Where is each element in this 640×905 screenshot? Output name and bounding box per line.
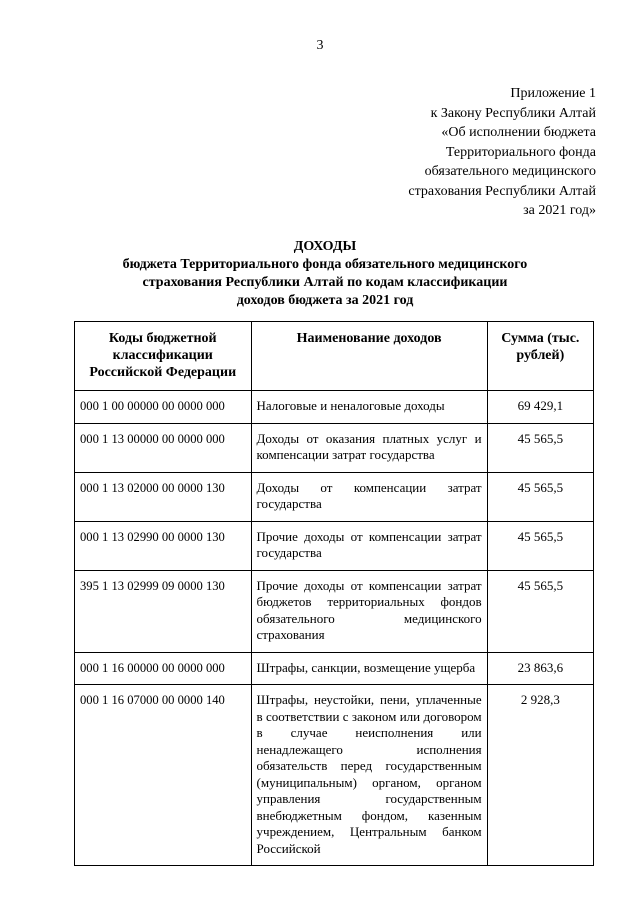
row-code: 000 1 16 00000 00 0000 000 <box>75 652 252 685</box>
row-sum: 45 565,5 <box>487 472 593 521</box>
table-header-row <box>75 322 594 391</box>
appendix-line: Территориального фонда <box>445 144 596 160</box>
appendix-line: к Закону Республики Алтай <box>430 105 596 121</box>
page-number: 3 <box>316 38 324 53</box>
table-row <box>75 391 594 424</box>
document-title <box>60 238 590 310</box>
table-row <box>75 570 594 652</box>
row-code: 000 1 13 00000 00 0000 000 <box>75 423 252 472</box>
row-code: 000 1 00 00000 00 0000 000 <box>75 391 252 424</box>
row-name: Доходы от оказания платных услуг и компенсации затрат государства <box>251 423 487 472</box>
table-row <box>75 652 594 685</box>
row-code: 000 1 13 02990 00 0000 130 <box>75 521 252 570</box>
row-code: 000 1 13 02000 00 0000 130 <box>75 472 252 521</box>
header-sum: Сумма (тыс. рублей) <box>487 322 593 391</box>
title-line: бюджета Территориального фонда обязательного медицинского <box>122 257 528 272</box>
row-name: Налоговые и неналоговые доходы <box>251 391 487 424</box>
table-row <box>75 423 594 472</box>
row-code: 395 1 13 02999 09 0000 130 <box>75 570 252 652</box>
appendix-line: за 2021 год» <box>523 203 596 218</box>
row-code: 000 1 16 07000 00 0000 140 <box>75 685 252 866</box>
title-line: доходов бюджета за 2021 год <box>236 293 414 308</box>
table-row <box>75 472 594 521</box>
header-code: Коды бюджетной классификации Российской Федерации <box>75 322 252 391</box>
row-name: Прочие доходы от компенсации затрат государства <box>251 521 487 570</box>
row-name: Штрафы, санкции, возмещение ущерба <box>251 652 487 685</box>
row-sum: 23 863,6 <box>487 652 593 685</box>
appendix-line: страхования Республики Алтай <box>408 183 596 199</box>
table-row <box>75 521 594 570</box>
appendix-line: «Об исполнении бюджета <box>441 125 596 140</box>
row-sum: 45 565,5 <box>487 423 593 472</box>
row-sum: 69 429,1 <box>487 391 593 424</box>
row-name: Штрафы, неустойки, пени, уплаченные в соответствии с законом или договором в случае неисполнения или ненадлежащего исполнения обязательств перед государственным (муниципальным) органом, органом управления государственным внебюджетным фондом, казенным учреждением, Центральным банком Российской <box>251 685 487 866</box>
row-sum: 2 928,3 <box>487 685 593 866</box>
title-line: страхования Республики Алтай по кодам классификации <box>142 275 508 290</box>
appendix-line: обязательного медицинского <box>424 164 596 179</box>
title-line: ДОХОДЫ <box>293 239 357 254</box>
row-name: Доходы от компенсации затрат государства <box>251 472 487 521</box>
income-table <box>74 321 594 866</box>
row-sum: 45 565,5 <box>487 521 593 570</box>
row-sum: 45 565,5 <box>487 570 593 652</box>
appendix-line: Приложение 1 <box>510 86 596 101</box>
header-name: Наименование доходов <box>251 322 487 391</box>
row-name: Прочие доходы от компенсации затрат бюджетов территориальных фондов обязательного медицинского страхования <box>251 570 487 652</box>
appendix-note <box>408 84 596 221</box>
table-row <box>75 685 594 866</box>
